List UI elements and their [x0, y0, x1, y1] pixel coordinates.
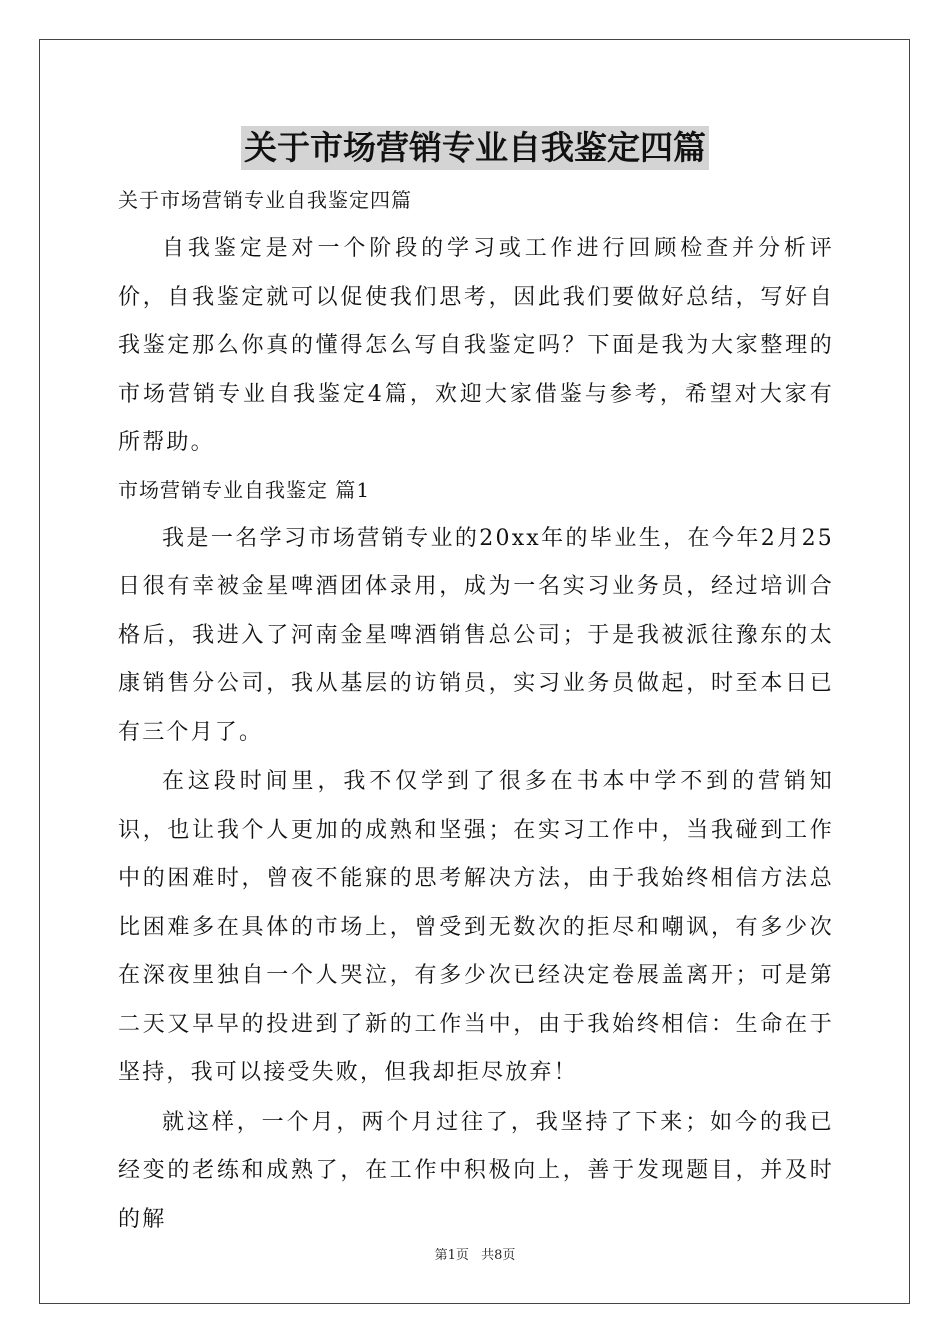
intro-paragraph: 自我鉴定是对一个阶段的学习或工作进行回顾检查并分析评价，自我鉴定就可以促使我们思考，因此我们要做好总结，写好自我鉴定那么你真的懂得怎么写自我鉴定吗？下面是我为大家整理的市场营销专业自我鉴定4篇，欢迎大家借鉴与参考，希望对大家有所帮助。: [118, 236, 834, 455]
title-container: [0, 126, 950, 170]
document-body: [118, 180, 834, 1245]
body-paragraph: 就这样，一个月，两个月过往了，我坚持了下来；如今的我已经变的老练和成熟了，在工作中积极向上，善于发现题目，并及时的解: [118, 1109, 834, 1232]
document-title: 关于市场营销专业自我鉴定四篇: [241, 126, 709, 170]
body-paragraph: 我是一名学习市场营销专业的20xx年的毕业生，在今年2月25日很有幸被金星啤酒团体录用，成为一名实习业务员，经过培训合格后，我进入了河南金星啤酒销售总公司；于是我被派往豫东的太康销售分公司，我从基层的访销员，实习业务员做起，时至本日已有三个月了。: [118, 525, 834, 745]
section-heading: 市场营销专业自我鉴定 篇1: [118, 477, 371, 502]
total-pages: 共8页: [481, 1248, 516, 1263]
page-footer: [0, 1247, 950, 1265]
document-subtitle: 关于市场营销专业自我鉴定四篇: [118, 188, 412, 212]
page-number: 第1页: [434, 1248, 469, 1263]
body-paragraph: 在这段时间里，我不仅学到了很多在书本中学不到的营销知识，也让我个人更加的成熟和坚强；在实习工作中，当我碰到工作中的困难时，曾夜不能寐的思考解决方法，由于我始终相信方法总比困难多在具体的市场上，曾受到无数次的拒尽和嘲讽，有多少次在深夜里独自一个人哭泣，有多少次已经决定卷展盖离开；可是第二天又早早的投进到了新的工作当中，由于我始终相信：生命在于坚持，我可以接受失败，但我却拒尽放弃！: [118, 769, 834, 1085]
